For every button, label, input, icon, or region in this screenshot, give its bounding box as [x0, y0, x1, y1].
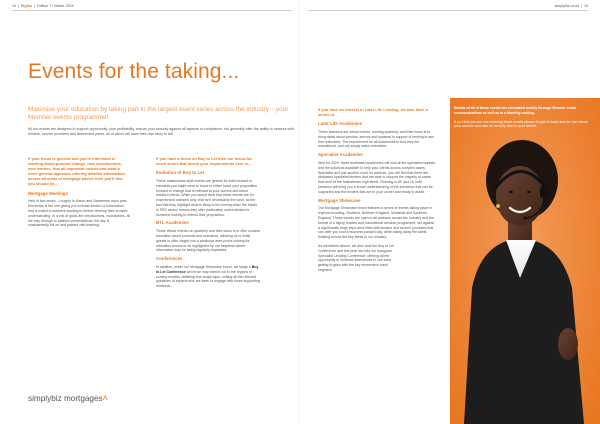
orange-callout-text: [454, 106, 592, 133]
col2-body-evolution: These masterclass style events are geared for both forward to elements you might need to know to either move your proposition forward or change that is relevant to your current and future landlord clients. While you would think that these events are for experienced advisers only, that isn't necessarily the case, as the fact that they highlight what is likely to be coming down the tracks in PRS sector, means they offer particularly useful details for someone looking to extend their proposition.: [156, 178, 258, 217]
woman-with-headset-photo: [450, 98, 600, 424]
col2-heading-conferences: Conferences: [156, 256, 183, 262]
column-buy-to-let: [156, 156, 260, 293]
col1-body: Held in two series – roughly in March and September each year, this series is the one giving you a broad section of information that is suited to advisers wanting to further develop their broader understanding. In a mix of quick-fire introductions, roundtables, all the way through to platform presentations, the day is unashamedly full on and packed with learning.: [28, 199, 130, 228]
col2-body3-post: which we may extend out to the regions in coming months, detailing one single topic, uniting all the relevant questions of experts who are keen to engage with those supporting landlords.: [156, 269, 260, 289]
site-url: simplybiz.co.uk: [554, 4, 580, 8]
column-mortgage-meetings: [28, 156, 130, 232]
col2-body-conferences: [156, 265, 260, 289]
col1-lead: If your focus is general and you're interested in learning about product change, new introductions, new lenders, that all-important criteria and want a more general approach offering detailed information across all areas of mortgage advice then you'll find you should be...: [28, 156, 125, 187]
logo-sub: mortgages: [63, 394, 103, 403]
orange-callout-p2: If you feel you are not receiving these emails please do get in touch and we can check your account and also be remedy that on your behalf.: [454, 119, 588, 129]
col3-heading-specialist: Specialist Academies: [318, 152, 363, 158]
col3-body-specialist: New for 2025, these dedicated academies will look at the specialist markets and the solutions available to help your clients across complex cases. Specialist isn't just another word for adverse, you will find that there are dedicated specialist lenders that are able to support the majority of cases that don't fit the mainstream high street. Running in AF and HL both sessions will bring you a broad understanding of the scenarios that can be supported and the lenders that are in your corner and ready to assist.: [318, 160, 436, 194]
col2-lead: If you have a focus on Buy to Let then our focus-for-event series that meets your requirements here is...: [156, 156, 253, 167]
col3-body-later-life: These sessions are virtual events, running quarterly, and their focus is to bring detail about product, service and systems in support of lending in and into retirement. The requirement for all Academies is that they are educational, and not simply sales orientated.: [318, 129, 435, 149]
col2-heading-btl-academies: BTL Academies: [156, 220, 189, 226]
col2-heading-evolution: Evolution of Buy to Let: [156, 170, 205, 176]
col3-lead: If you have an interest in Later Life Lending, we also have a series of...: [318, 107, 428, 118]
logo-name: simplybiz: [28, 394, 62, 403]
simplybiz-logo: [28, 393, 108, 403]
col2-body3-bold: Buy to Let Conference: [156, 264, 259, 274]
column-later-life: [318, 107, 436, 277]
col2-body-btl-academies: These virtual events run quarterly and their focus is to offer concise education about products and scenarios, allowing us to invite guests to offer insight into a particular area you're looking for education across or as highlighted by our helpdesk where information may be being regularly requested.: [156, 229, 261, 253]
header-right: simplybiz.co.uk | 15: [554, 4, 588, 8]
intro-paragraph: All our events are designed to support opportunity, your profitability, ensure your security against all aspects of compliance, but generally offer the ability to network with lenders, service providers and likeminded peers, all of which will have their own story to tell.: [28, 127, 294, 136]
page-title: Events for the taking...: [28, 60, 240, 83]
logo-mark-icon: ˄: [102, 393, 108, 403]
header-rule-right: [308, 10, 588, 11]
orange-callout-p1: Details of all of these events are circulated weekly through Member email communications as well as in a Monthly mailing.: [454, 106, 576, 115]
col2-body3-pre: In addition, under our Mortgage Showcase brand, we stage a: [156, 264, 252, 269]
page-number-left: 14: [12, 4, 16, 8]
col3-body-conference: As mentioned above, we also host the Buy to Let Conference and this year we hold our inaugural Specialist Lending Conference, offering all the opportunity to immerse themselves in one area getting to grips with the key elements in each segment.: [318, 243, 394, 272]
orange-feature-panel: [450, 98, 600, 424]
subheading: Maximise your education by taking part in the largest event series across the industry – your Member events programme!: [28, 106, 289, 121]
col3-heading-later-life: Later Life Academies: [318, 121, 363, 127]
col1-heading: Mortgage Meetings: [28, 190, 69, 196]
col3-heading-showcase: Mortgage Showcase: [318, 197, 361, 203]
header-rule-left: [12, 10, 292, 11]
header-left: 14 | Bigfoo | Edition 7 / Winter 2024: [12, 4, 74, 8]
page-number-right: 15: [584, 4, 588, 8]
col3-body-showcase: Our Mortgage Showcase brand features a series of events taking place in regions including, Scotland, Northern England, Midlands and Southern England. These events are open to all advisers across the industry and the format of a highly relaxed and educational seminar programme, set against a significantly large expo area filled with lenders and service providers that can offer you how a business passed day, while taking away the latest thinking across the key areas in our industry.: [318, 206, 435, 240]
edition-label: Edition 7 / Winter 2024: [37, 4, 74, 8]
brand-name: Bigfoo: [20, 4, 33, 8]
